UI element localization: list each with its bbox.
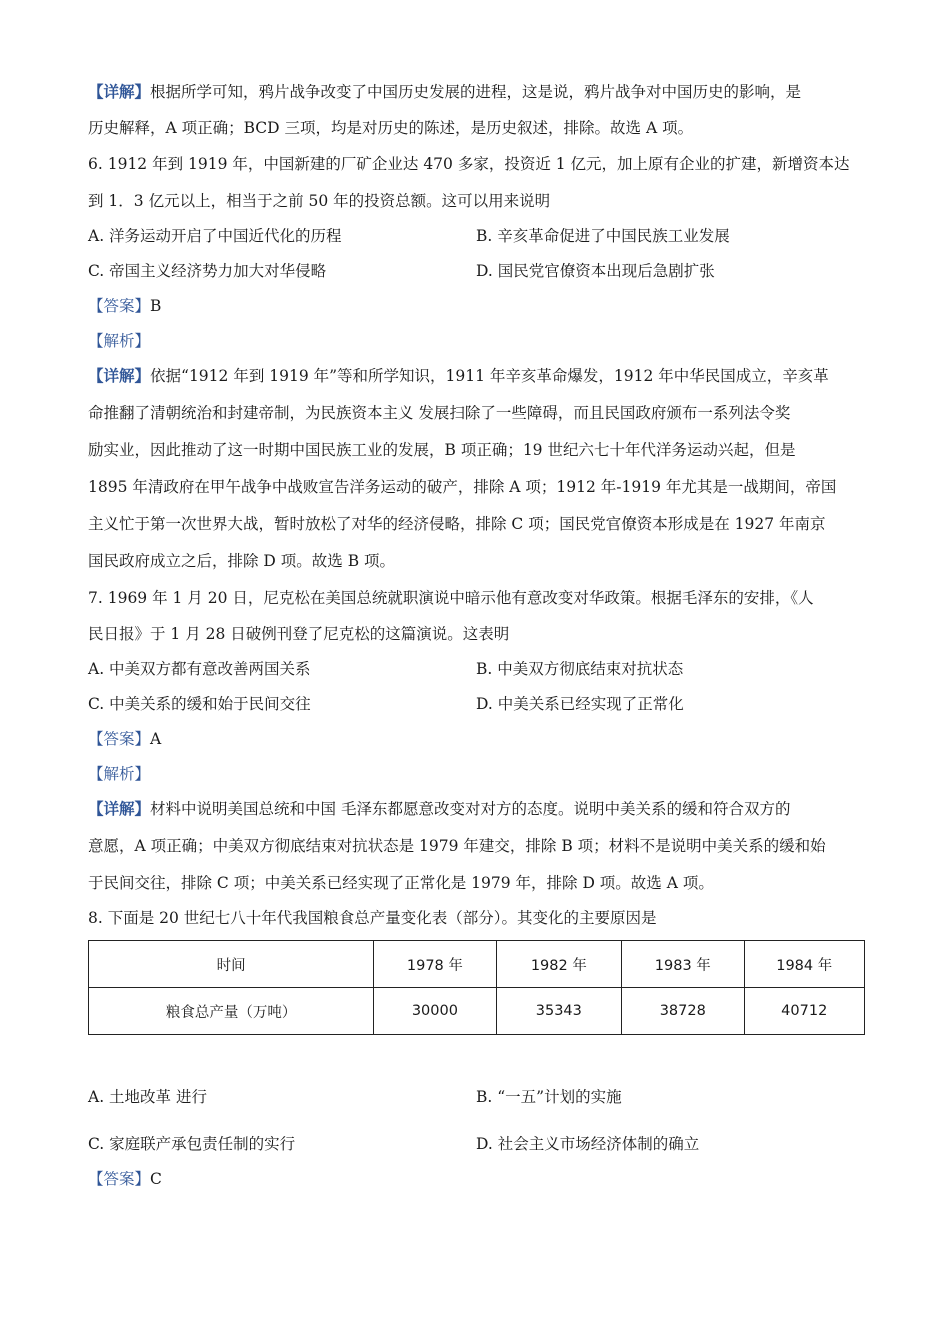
q7-answer: 【答案】A: [88, 730, 162, 748]
table-header-cell: 1983 年: [622, 941, 744, 988]
q6-option-a: A. 洋务运动开启了中国近代化的历程: [88, 227, 342, 245]
q7-analysis-tag: 【解析】: [88, 765, 151, 783]
q8-stem: 8. 下面是 20 世纪七八十年代我国粮食总产量变化表（部分）。其变化的主要原因是: [88, 909, 657, 927]
q6-stem-line-1: 6. 1912 年到 1919 年，中国新建的厂矿企业达 470 多家，投资近 1 亿元，加上原有企业的扩建，新增资本达: [88, 155, 850, 173]
grain-output-table: [88, 940, 865, 1035]
q6-option-b: B. 辛亥革命促进了中国民族工业发展: [476, 227, 730, 245]
table-cell: 35343: [496, 988, 621, 1035]
table-cell: 30000: [374, 988, 496, 1035]
q5-detail-tag: 【详解】: [88, 82, 151, 101]
q7-detail-line-2: 意愿，A 项正确；中美双方彻底结束对抗状态是 1979 年建交，排除 B 项；材料不是说明中美关系的缓和始: [88, 837, 826, 855]
q6-option-c: C. 帝国主义经济势力加大对华侵略: [88, 262, 327, 280]
q7-option-c: C. 中美关系的缓和始于民间交往: [88, 695, 311, 713]
q6-answer-tag: 【答案】: [88, 297, 151, 315]
q6-detail-line-6: 国民政府成立之后，排除 D 项。故选 B 项。: [88, 552, 396, 570]
q7-detail-tag: 【详解】: [88, 799, 151, 818]
q8-answer-tag: 【答案】: [88, 1170, 151, 1188]
q6-detail-line-3: 励实业，因此推动了这一时期中国民族工业的发展，B 项正确；19 世纪六七十年代洋务运动兴起，但是: [88, 441, 796, 459]
q7-stem-line-1: 7. 1969 年 1 月 20 日，尼克松在美国总统就职演说中暗示他有意改变对华政策。根据毛泽东的安排，《人: [88, 589, 814, 607]
table-cell: 粮食总产量（万吨）: [89, 988, 374, 1035]
q7-option-b: B. 中美双方彻底结束对抗状态: [476, 660, 684, 678]
q6-detail-line-1: 【详解】依据“1912 年到 1919 年”等和所学知识，1911 年辛亥革命爆发，1912 年中华民国成立，辛亥革: [88, 366, 829, 385]
q8-option-c: C. 家庭联产承包责任制的实行: [88, 1135, 296, 1153]
table-header-cell: 时间: [89, 941, 374, 988]
q8-option-d: D. 社会主义市场经济体制的确立: [476, 1135, 700, 1153]
q6-stem-line-2: 到 1．3 亿元以上，相当于之前 50 年的投资总额。这可以用来说明: [88, 192, 551, 210]
table-header-cell: 1984 年: [744, 941, 865, 988]
q6-answer: 【答案】B: [88, 297, 162, 315]
q8-option-b: B. “一五”计划的实施: [476, 1088, 622, 1106]
q6-analysis-tag: 【解析】: [88, 332, 151, 350]
table-header-row: [89, 941, 865, 988]
q7-option-d: D. 中美关系已经实现了正常化: [476, 695, 684, 713]
q6-detail-line-5: 主义忙于第一次世界大战，暂时放松了对华的经济侵略，排除 C 项；国民党官僚资本形成是在 1927 年南京: [88, 515, 826, 533]
q8-option-a: A. 土地改革 进行: [88, 1088, 207, 1106]
table-cell: 40712: [744, 988, 865, 1035]
q7-detail-line-3: 于民间交往，排除 C 项；中美关系已经实现了正常化是 1979 年，排除 D 项。故选 A 项。: [88, 874, 714, 892]
q6-detail-tag: 【详解】: [88, 366, 151, 385]
q8-answer: 【答案】C: [88, 1170, 162, 1188]
q5-detail-line-2: 历史解释，A 项正确；BCD 三项，均是对历史的陈述，是历史叙述，排除。故选 A 项。: [88, 119, 694, 137]
q6-detail-line-4: 1895 年清政府在甲午战争中战败宣告洋务运动的破产，排除 A 项；1912 年-1919 年尤其是一战期间，帝国: [88, 478, 837, 496]
q6-option-d: D. 国民党官僚资本出现后急剧扩张: [476, 262, 715, 280]
q6-detail-line-2: 命推翻了清朝统治和封建帝制，为民族资本主义 发展扫除了一些障碍，而且民国政府颁布一系列法令奖: [88, 404, 791, 422]
q7-answer-tag: 【答案】: [88, 730, 151, 748]
q5-detail-line-1: 【详解】根据所学可知，鸦片战争改变了中国历史发展的进程，这是说，鸦片战争对中国历史的影响，是: [88, 82, 802, 101]
q7-option-a: A. 中美双方都有意改善两国关系: [88, 660, 311, 678]
q7-stem-line-2: 民日报》于 1 月 28 日破例刊登了尼克松的这篇演说。这表明: [88, 625, 510, 643]
table-row: [89, 988, 865, 1035]
table-header-cell: 1978 年: [374, 941, 496, 988]
q7-detail-line-1: 【详解】材料中说明美国总统和中国 毛泽东都愿意改变对对方的态度。说明中美关系的缓和符合双方的: [88, 799, 791, 818]
table-cell: 38728: [622, 988, 744, 1035]
table-header-cell: 1982 年: [496, 941, 621, 988]
